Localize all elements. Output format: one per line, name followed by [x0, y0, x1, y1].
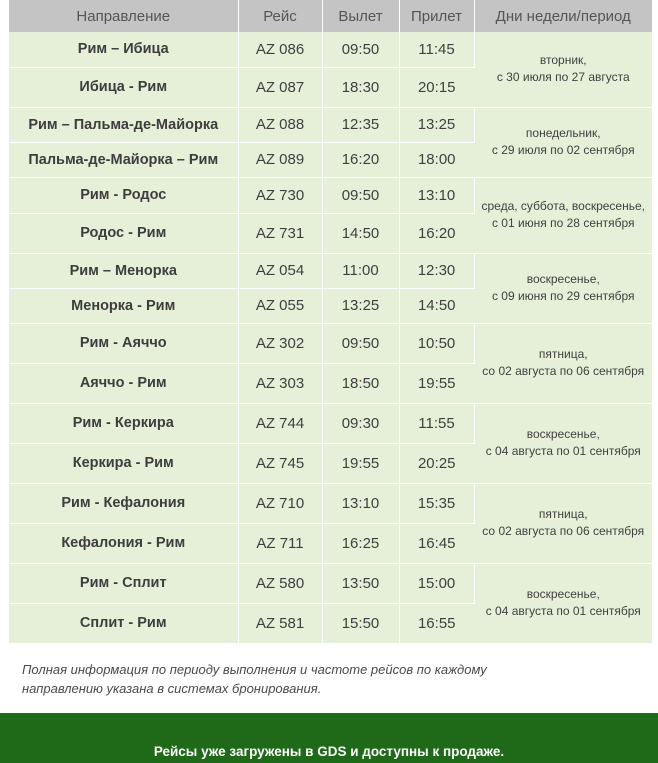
departure-time-cell: 13:25	[322, 288, 399, 323]
arrival-time-cell: 15:00	[399, 563, 474, 603]
booking-note	[22, 660, 642, 698]
table-row	[9, 253, 652, 288]
header-arrival: Прилет	[399, 0, 474, 32]
table-row	[9, 563, 652, 603]
flight-number-cell: AZ 745	[238, 443, 322, 483]
note-line-1: Полная информация по периоду выполнения и частоте рейсов по каждому	[22, 662, 487, 677]
arrival-time-cell: 14:50	[399, 288, 474, 323]
arrival-time-cell: 20:15	[399, 67, 474, 107]
departure-time-cell: 18:50	[322, 363, 399, 403]
arrival-time-cell: 11:55	[399, 403, 474, 443]
arrival-time-cell: 10:50	[399, 323, 474, 363]
departure-time-cell: 13:50	[322, 563, 399, 603]
departure-time-cell: 09:50	[322, 177, 399, 213]
period-line: с 01 июня по 28 сентября	[491, 216, 635, 230]
arrival-time-cell: 19:55	[399, 363, 474, 403]
days-period-cell	[474, 253, 652, 323]
schedule-body	[9, 32, 652, 643]
period-line: с 30 июля по 27 августа	[496, 70, 630, 85]
flight-number-cell: AZ 711	[238, 523, 322, 563]
departure-time-cell: 18:30	[322, 67, 399, 107]
flight-number-cell: AZ 580	[238, 563, 322, 603]
note-line-2: направлению указана в системах бронирования.	[22, 681, 322, 696]
route-cell: Менорка - Рим	[9, 288, 238, 323]
days-line: понедельник,	[525, 126, 601, 140]
arrival-time-cell: 13:10	[399, 177, 474, 213]
route-cell: Аяччо - Рим	[9, 363, 238, 403]
schedule-table	[9, 0, 652, 643]
days-line: среда, суббота, воскресенье,	[481, 199, 645, 213]
route-cell: Рим - Аяччо	[9, 323, 238, 363]
flight-number-cell: AZ 086	[238, 32, 322, 67]
flight-number-cell: AZ 581	[238, 603, 322, 643]
flight-number-cell: AZ 744	[238, 403, 322, 443]
gds-banner	[0, 713, 658, 763]
header-row	[9, 0, 652, 32]
days-period-cell	[474, 483, 652, 563]
days-period-cell	[474, 32, 652, 107]
flight-number-cell: AZ 089	[238, 142, 322, 177]
days-period-cell	[474, 563, 652, 643]
days-period-cell	[474, 403, 652, 483]
table-row	[9, 107, 652, 142]
flight-number-cell: AZ 731	[238, 213, 322, 253]
route-cell: Рим - Родос	[9, 177, 238, 213]
arrival-time-cell: 16:45	[399, 523, 474, 563]
flight-number-cell: AZ 303	[238, 363, 322, 403]
arrival-time-cell: 12:30	[399, 253, 474, 288]
flight-number-cell: AZ 054	[238, 253, 322, 288]
route-cell: Рим - Сплит	[9, 563, 238, 603]
arrival-time-cell: 20:25	[399, 443, 474, 483]
flight-number-cell: AZ 055	[238, 288, 322, 323]
route-cell: Керкира - Рим	[9, 443, 238, 483]
route-cell: Рим – Пальма-де-Майорка	[9, 107, 238, 142]
departure-time-cell: 12:35	[322, 107, 399, 142]
header-departure: Вылет	[322, 0, 399, 32]
arrival-time-cell: 13:25	[399, 107, 474, 142]
route-cell: Рим - Керкира	[9, 403, 238, 443]
arrival-time-cell: 16:55	[399, 603, 474, 643]
header-direction: Направление	[9, 0, 238, 32]
departure-time-cell: 14:50	[322, 213, 399, 253]
days-line: пятница,	[538, 507, 588, 521]
period-line: с 04 августа по 01 сентября	[485, 604, 641, 619]
header-days-period: Дни недели/период	[474, 0, 652, 32]
departure-time-cell: 16:25	[322, 523, 399, 563]
days-line: воскресенье,	[526, 587, 600, 602]
departure-time-cell: 09:30	[322, 403, 399, 443]
flight-number-cell: AZ 710	[238, 483, 322, 523]
table-row	[9, 177, 652, 213]
days-period-cell	[474, 107, 652, 177]
arrival-time-cell: 15:35	[399, 483, 474, 523]
route-cell: Кефалония - Рим	[9, 523, 238, 563]
banner-text: Рейсы уже загружены в GDS и доступны к продаже.	[153, 744, 505, 759]
flight-number-cell: AZ 730	[238, 177, 322, 213]
table-row	[9, 32, 652, 67]
arrival-time-cell: 16:20	[399, 213, 474, 253]
days-period-cell	[474, 177, 652, 253]
period-line: с 04 августа по 01 сентября	[485, 444, 641, 458]
departure-time-cell: 19:55	[322, 443, 399, 483]
table-row	[9, 403, 652, 443]
table-row	[9, 323, 652, 363]
period-line: со 02 августа по 06 сентября	[482, 524, 645, 538]
departure-time-cell: 15:50	[322, 603, 399, 643]
flight-schedule	[9, 0, 652, 643]
period-line: со 02 августа по 06 сентября	[482, 364, 645, 378]
period-line: с 29 июля по 02 сентября	[491, 143, 635, 157]
route-cell: Рим – Менорка	[9, 253, 238, 288]
route-cell: Рим - Кефалония	[9, 483, 238, 523]
flight-number-cell: AZ 302	[238, 323, 322, 363]
route-cell: Родос - Рим	[9, 213, 238, 253]
period-line: с 09 июня по 29 сентября	[491, 289, 635, 303]
departure-time-cell: 09:50	[322, 323, 399, 363]
arrival-time-cell: 18:00	[399, 142, 474, 177]
departure-time-cell: 11:00	[322, 253, 399, 288]
days-line: пятница,	[538, 347, 588, 361]
days-line: воскресенье,	[526, 427, 600, 441]
route-cell: Сплит - Рим	[9, 603, 238, 643]
departure-time-cell: 09:50	[322, 32, 399, 67]
route-cell: Пальма-де-Майорка – Рим	[9, 142, 238, 177]
departure-time-cell: 13:10	[322, 483, 399, 523]
days-line: вторник,	[539, 53, 587, 68]
route-cell: Рим – Ибица	[9, 32, 238, 67]
days-period-cell	[474, 323, 652, 403]
flight-number-cell: AZ 087	[238, 67, 322, 107]
arrival-time-cell: 11:45	[399, 32, 474, 67]
flight-number-cell: AZ 088	[238, 107, 322, 142]
days-line: воскресенье,	[526, 272, 600, 286]
route-cell: Ибица - Рим	[9, 67, 238, 107]
header-flight: Рейс	[238, 0, 322, 32]
departure-time-cell: 16:20	[322, 142, 399, 177]
table-row	[9, 483, 652, 523]
